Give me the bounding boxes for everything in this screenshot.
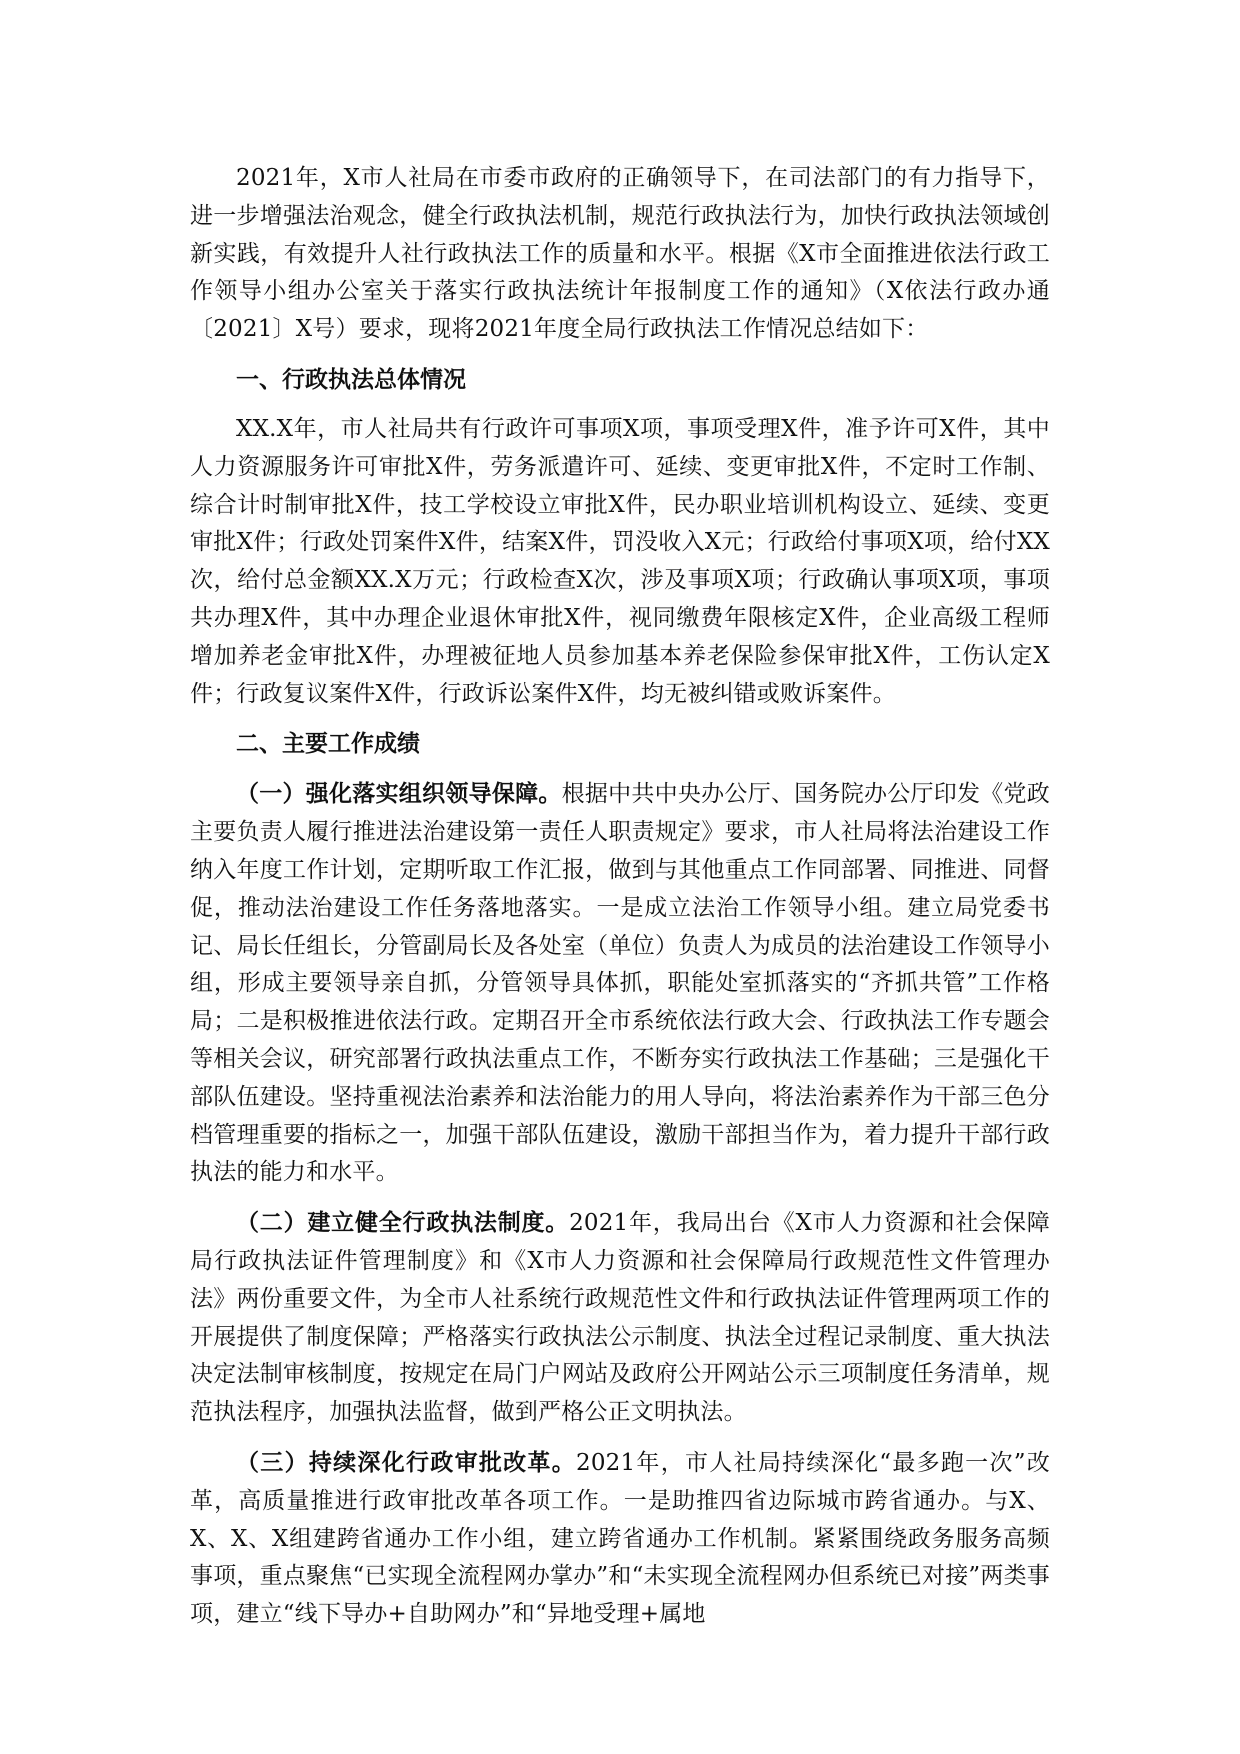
item-1-lead: （一）强化落实组织领导保障。 <box>236 780 562 808</box>
section2-heading: 二、主要工作成绩 <box>236 730 420 758</box>
section2-item-3 <box>190 1444 1050 1634</box>
section2-item-2 <box>190 1204 1050 1432</box>
item-2-text: 2021年，我局出台《X市人力资源和社会保障局行政执法证件管理制度》和《X市人力资源和社会保障局行政规范性文件管理办法》两份重要文件，为全市人社系统行政规范性文件和行政执法证件管理两项工作的开展提供了制度保障；严格落实行政执法公示制度、执法全过程记录制度、重大执法决定法制审核制度，按规定在局门户网站及政府公开网站公示三项制度任务清单，规范执法程序，加强执法监督，做到严格公正文明执法。 <box>190 1210 1050 1426</box>
item-3-lead: （三）持续深化行政审批改革。 <box>236 1448 576 1476</box>
intro-paragraph: 2021年，X市人社局在市委市政府的正确领导下，在司法部门的有力指导下，进一步增强法治观念，健全行政执法机制，规范行政执法行为，加快行政执法领域创新实践，有效提升人社行政执法工作的质量和水平。根据《X市全面推进依法行政工作领导小组办公室关于落实行政执法统计年报制度工作的通知》（X依法行政办通〔2021〕X号）要求，现将2021年度全局行政执法工作情况总结如下： <box>190 165 1050 343</box>
section1-heading: 一、行政执法总体情况 <box>236 365 466 393</box>
item-1-text: 根据中共中央办公厅、国务院办公厅印发《党政主要负责人履行推进法治建设第一责任人职责规定》要求，市人社局将法治建设工作纳入年度工作计划，定期听取工作汇报，做到与其他重点工作同部署、同推进、同督促，推动法治建设工作任务落地落实。一是成立法治工作领导小组。建立局党委书记、局长任组长，分管副局长及各处室（单位）负责人为成员的法治建设工作领导小组，形成主要领导亲自抓，分管领导具体抓，职能处室抓落实的“齐抓共管”工作格局；二是积极推进依法行政。定期召开全市系统依法行政大会、行政执法工作专题会等相关会议，研究部署行政执法重点工作，不断夯实行政执法工作基础；三是强化干部队伍建设。坚持重视法治素养和法治能力的用人导向，将法治素养作为干部三色分档管理重要的指标之一，加强干部队伍建设，激励干部担当作为，着力提升干部行政执法的能力和水平。 <box>190 781 1050 1186</box>
item-3-text: 2021年，市人社局持续深化“最多跑一次”改革，高质量推进行政审批改革各项工作。一是助推四省边际城市跨省通办。与X、X、X、X组建跨省通办工作小组，建立跨省通办工作机制。紧紧围绕政务服务高频事项，重点聚焦“已实现全流程网办掌办”和“未实现全流程网办但系统已对接”两类事项，建立“线下导办+自助网办”和“异地受理+属地 <box>190 1449 1050 1628</box>
item-2-lead: （二）建立健全行政执法制度。 <box>236 1209 570 1237</box>
document-page <box>190 160 1050 1646</box>
section2-item-1 <box>190 775 1050 1192</box>
section1-paragraph: XX.X年，市人社局共有行政许可事项X项，事项受理X件，准予许可X件，其中人力资源服务许可审批X件，劳务派遣许可、延续、变更审批X件，不定时工作制、综合计时制审批X件，技工学校设立审批X件，民办职业培训机构设立、延续、变更审批X件；行政处罚案件X件，结案X件，罚没收入X元；行政给付事项X项，给付XX次，给付总金额XX.X万元；行政检查X次，涉及事项X项；行政确认事项X项，事项共办理X件，其中办理企业退休审批X件，视同缴费年限核定X件，企业高级工程师增加养老金审批X件，办理被征地人员参加基本养老保险参保审批X件，工伤认定X件；行政复议案件X件，行政诉讼案件X件，均无被纠错或败诉案件。 <box>190 415 1050 707</box>
